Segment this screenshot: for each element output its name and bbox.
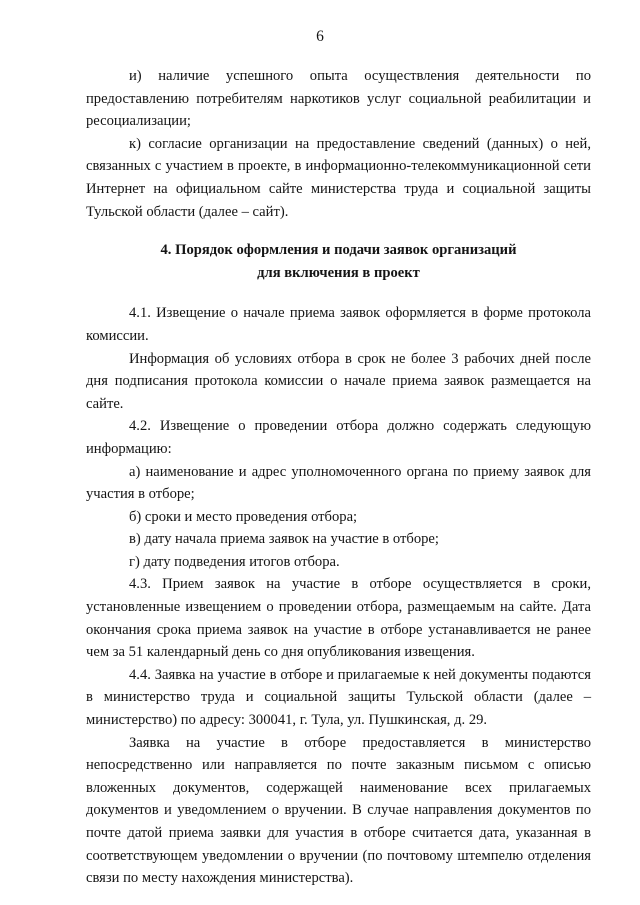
list-item-i: и) наличие успешного опыта осуществления деятельности по предоставлению потребителям наркотиков услуг социальной реабилитации и ресоциализации; xyxy=(86,68,591,130)
paragraph-4-1: 4.1. Извещение о начале приема заявок оформляется в форме протокола комиссии. xyxy=(86,305,591,344)
list-item-v: в) дату начала приема заявок на участие в отборе; xyxy=(129,531,439,548)
paragraph-4-3: 4.3. Прием заявок на участие в отборе осуществляется в сроки, установленные извещением о проведении отбора, размещаемым на сайте. Дата окончания срока приема заявок на участие в отборе устанавливается не ранее чем за 51 календарный день со дня опубликования извещения. xyxy=(86,576,591,661)
paragraph-selection-info: Информация об условиях отбора в срок не более 3 рабочих дней после дня подписания протокола комиссии о начале приема заявок размещается на сайте. xyxy=(86,350,591,412)
list-item-g: г) дату подведения итогов отбора. xyxy=(129,553,340,570)
list-item-k: к) согласие организации на предоставление сведений (данных) о ней, связанных с участием в проекте, в информационно-телекоммуникационной сети Интернет на официальном сайте министерства труда и социальной защиты Тульской области (далее – сайт). xyxy=(86,135,591,220)
section-heading-line-1: 4. Порядок оформления и подачи заявок организаций xyxy=(160,242,517,259)
document-body xyxy=(86,65,591,890)
paragraph-application-delivery: Заявка на участие в отборе предоставляется в министерство непосредственно или направляется по почте заказным письмом с описью вложенных документов, содержащей наименование всех прилагаемых документов и уведомлением о вручении. В случае направления документов по почте датой приема заявки для участия в отборе считается дата, указанная в соответствующем уведомлении о вручении (по почтовому штемпелю отделения связи по месту нахождения министерства). xyxy=(86,734,591,887)
list-item-b: б) сроки и место проведения отбора; xyxy=(129,508,358,525)
list-item-a: а) наименование и адрес уполномоченного органа по приему заявок для участия в отборе; xyxy=(86,463,591,503)
section-heading xyxy=(86,239,591,284)
page-number: 6 xyxy=(316,28,324,45)
paragraph-4-2: 4.2. Извещение о проведении отбора должно содержать следующую информацию: xyxy=(86,418,591,457)
paragraph-4-4: 4.4. Заявка на участие в отборе и прилагаемые к ней документы подаются в министерство труда и социальной защиты Тульской области (далее – министерство) по адресу: 300041, г. Тула, ул. Пушкинская, д. 29. xyxy=(86,666,591,729)
section-heading-line-2: для включения в проект xyxy=(257,264,420,281)
